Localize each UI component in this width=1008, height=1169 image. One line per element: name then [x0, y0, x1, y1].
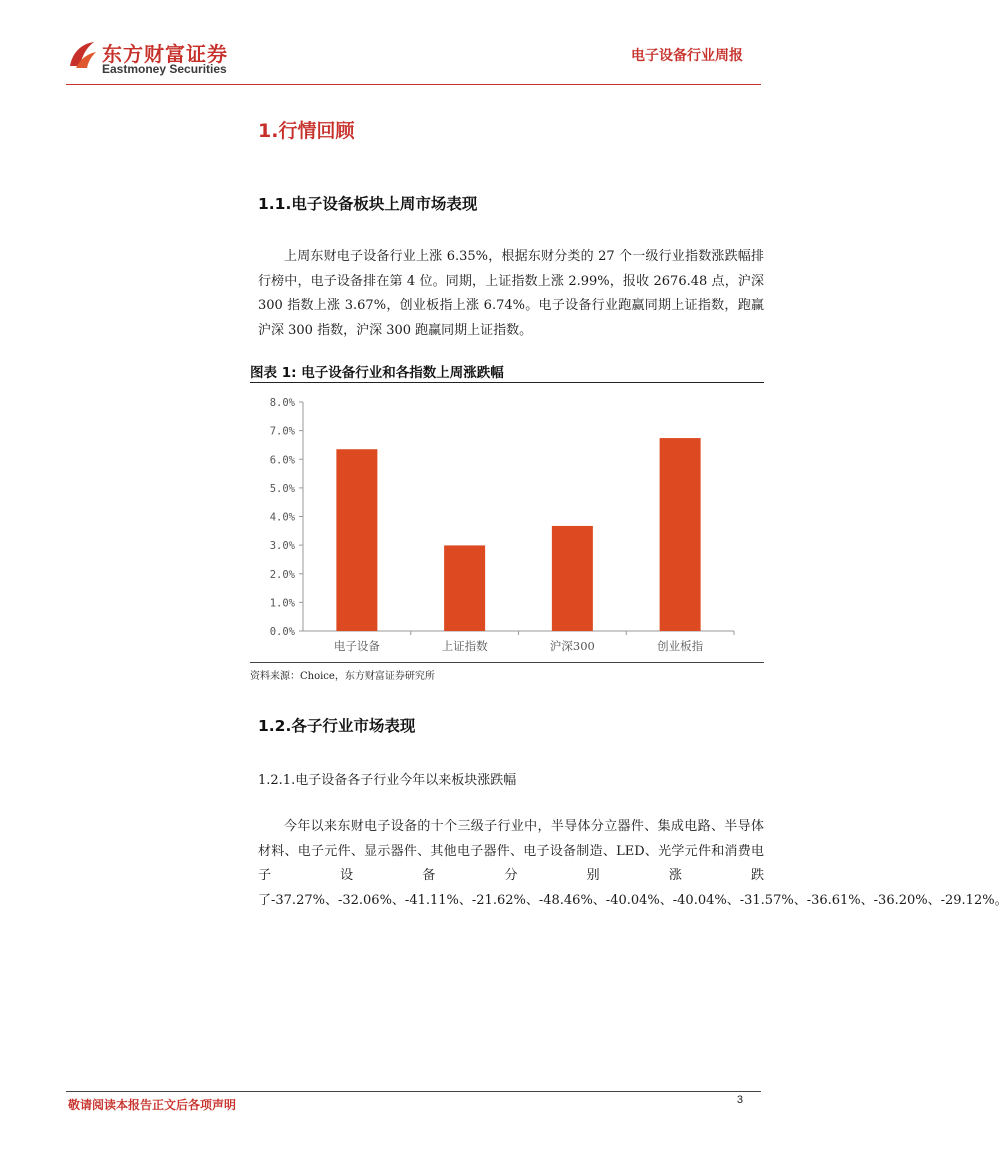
bar	[660, 438, 701, 631]
x-category-label: 创业板指	[657, 639, 704, 653]
footer-divider	[66, 1091, 761, 1092]
sub-industry-paragraph: 今年以来东财电子设备的十个三级子行业中，半导体分立器件、集成电路、半导体材料、电子元件、显示器件、其他电子器件、电子设备制造、LED、光学元件和消费电子设备分别涨跌了-37.27%、-32.06%、-41.11%、-21.62%、-48.46%、-40.04%、-40.04%、-31.57%、-36.61%、-36.20%、-29.12%。	[258, 819, 1008, 908]
y-tick-label: 6.0%	[269, 454, 295, 467]
brand-logo	[66, 36, 246, 80]
weekly-change-bar-chart	[250, 384, 764, 660]
brand-name-en: Eastmoney Securities	[102, 62, 227, 76]
eastmoney-logo-icon	[66, 38, 98, 70]
bar	[444, 545, 485, 631]
brand-name-cn: 东方财富证券	[102, 42, 228, 66]
bar	[552, 526, 593, 631]
y-tick-label: 1.0%	[269, 597, 295, 610]
y-tick-label: 7.0%	[269, 425, 295, 438]
bar	[336, 449, 377, 631]
footer-disclaimer: 敬请阅读本报告正文后各项声明	[68, 1098, 237, 1112]
y-tick-label: 3.0%	[269, 540, 295, 553]
y-tick-label: 2.0%	[269, 568, 295, 581]
x-category-label: 上证指数	[441, 639, 488, 653]
header-divider	[66, 84, 761, 85]
section-heading: 1.行情回顾	[258, 120, 355, 142]
x-category-label: 电子设备	[333, 639, 380, 653]
y-tick-label: 0.0%	[269, 626, 295, 638]
subsection-heading: 1.2.各子行业市场表现	[258, 717, 416, 735]
figure-source: 资料来源：Choice，东方财富证券研究所	[250, 671, 435, 682]
x-category-label: 沪深300	[549, 639, 595, 653]
y-tick-label: 4.0%	[269, 511, 295, 524]
figure-title: 图表 1: 电子设备行业和各指数上周涨跌幅	[250, 365, 504, 381]
sub-subsection-heading: 1.2.1.电子设备各子行业今年以来板块涨跌幅	[258, 773, 517, 788]
subsection-heading: 1.1.电子设备板块上周市场表现	[258, 195, 478, 213]
y-tick-label: 5.0%	[269, 482, 295, 495]
y-tick-label: 8.0%	[269, 397, 295, 409]
page-number: 3	[736, 1094, 743, 1106]
report-type: 电子设备行业周报	[631, 48, 743, 64]
figure-top-rule	[250, 382, 764, 383]
market-summary-paragraph: 上周东财电子设备行业上涨 6.35%，根据东财分类的 27 个一级行业指数涨跌幅排行榜中，电子设备排在第 4 位。同期，上证指数上涨 2.99%，报收 2676.48 点，沪深 300 指数上涨 3.67%，创业板指上涨 6.74%。电子设备行业跑赢同期上证指数，跑赢沪深 300 指数，沪深 300 跑赢同期上证指数。	[258, 249, 764, 338]
figure-bottom-rule	[250, 662, 764, 663]
